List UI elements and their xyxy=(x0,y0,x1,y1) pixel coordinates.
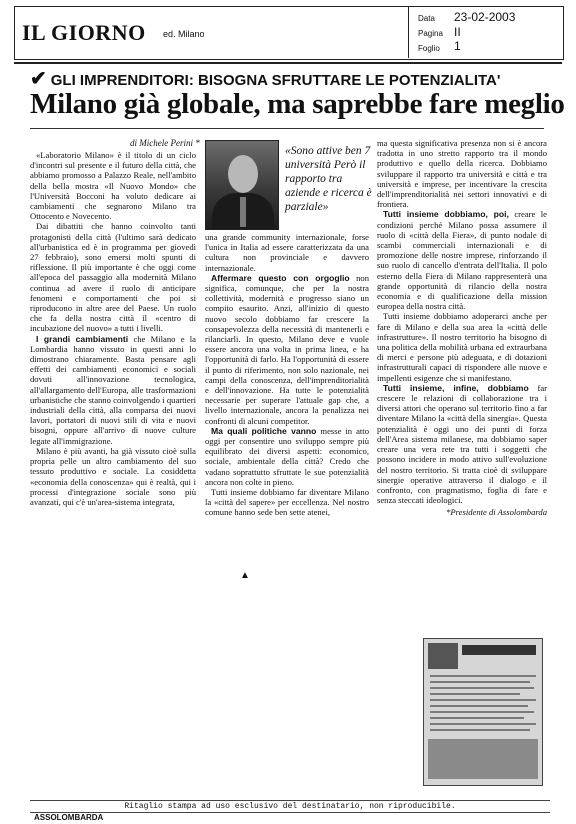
masthead-rule xyxy=(14,62,562,64)
paragraph-rest: far crescere le relazioni di collaborazione tra i diversi attori che operano sul territorio fino a far diventare Milano la «città della sinergia». Questa potenzialità è oggi uno dei punti di forza dell'Area sistema milanese, ma dobbiamo saper creare una vera rete tra tutti i soggetti che possono incidere in modo attivo sull'evoluzione del nostro territorio. Si tratta cioè di sviluppare sinergie operative attraverso il dialogo e il confronto, con pragmatismo, foglia di fare e senza steccati ideologici. xyxy=(377,382,547,506)
page-label: Pagina xyxy=(418,29,443,38)
page-thumbnail xyxy=(423,638,543,786)
article-column-2 xyxy=(205,232,369,518)
paragraph: Tutti insieme dobbiamo far diventare Milano la «città del sapere» per eccellenza. Nel nostro comune hanno sede ben sette atenei, xyxy=(205,487,369,518)
article-column-3 xyxy=(377,138,547,518)
date-value: 23-02-2003 xyxy=(454,10,516,24)
date-label: Data xyxy=(418,14,435,23)
article-headline: Milano già globale, ma saprebbe fare meglio xyxy=(30,88,565,120)
thumbnail-line xyxy=(430,699,536,701)
thumbnail-line xyxy=(430,705,528,707)
edition-label: ed. Milano xyxy=(163,29,205,39)
photo-face xyxy=(228,155,258,193)
thumbnail-line xyxy=(430,717,524,719)
paragraph: Milano è più avanti, ha già vissuto cioè sulla propria pelle un altro cambiamento del suo tessuto produttivo e sociale. La cosiddetta «economia della conoscenza» qui è realtà, qui i processi d'integrazione sociale sono più avanzati, qui c'è un'area-sistema integrata, xyxy=(30,445,196,507)
headline-rule xyxy=(30,128,544,129)
thumbnail-line xyxy=(430,693,520,695)
paragraph-rest: messe in atto oggi per consentire uno sviluppo sempre più equilibrato dei diversi aspetti: economico, sociale, ambientale della città? Credo che vadano soprattutto sfruttate le sue potenzialità ancora non colte in pieno. xyxy=(205,425,369,487)
thumbnail-photo xyxy=(428,643,458,669)
paragraph xyxy=(377,383,547,505)
thumbnail-line xyxy=(430,681,530,683)
masthead-divider xyxy=(408,6,409,58)
thumbnail-line xyxy=(430,729,530,731)
lead-in: Tutti insieme, infine, dobbiamo xyxy=(383,382,529,393)
sheet-label: Foglio xyxy=(418,44,440,53)
article-column-1 xyxy=(30,150,196,507)
thumbnail-line xyxy=(430,711,534,713)
lead-in: Tutti insieme dobbiamo, poi, xyxy=(383,209,509,220)
thumbnail-line xyxy=(430,723,536,725)
author-photo xyxy=(205,140,279,230)
newspaper-logo: IL GIORNO xyxy=(22,20,146,45)
clipping-notice: Ritaglio stampa ad uso esclusivo del destinatario, non riproducibile. xyxy=(30,800,550,813)
paragraph: «Laboratorio Milano» è il titolo di un ciclo d'incontri sul presente e il futuro della città, che abbiamo promosso a Palazzo Reale, nell'ambito della bella mostra «Il Nuovo Mondo» che l'Università Bocconi ha voluto dedicare ai cambiamenti che segnarono Milano tra Ottocento e Novecento. xyxy=(30,150,196,222)
paragraph: ma questa significativa presenza non si è ancora tradotta in uno stretto rapporto tra il mondo produttivo e quello della ricerca. Dobbiamo sviluppare il rapporto tra università e città e tra università e imprese, per incentivare la crescita dell'imprenditorialità nei settori innovativi e di frontiera. xyxy=(377,138,547,210)
lead-in: Affermare questo con orgoglio xyxy=(211,272,350,283)
thumbnail-line xyxy=(430,675,536,677)
paragraph xyxy=(377,209,547,311)
print-mark: ▲ xyxy=(240,570,250,581)
author-signature: *Presidente di Assolombarda xyxy=(446,507,547,518)
sheet-value: 1 xyxy=(454,39,461,53)
page-value: II xyxy=(454,25,461,39)
byline: di Michele Perini * xyxy=(130,138,200,148)
paragraph: Dai dibattiti che hanno coinvolto tanti protagonisti della città (l'ultimo sarà dedicato all'urbanistica ed è in programma per giovedì 27 febbraio), sono emersi molti spunti di riflessione. Il più importante è che oggi come all'epoca del passaggio alla modernità Milano continua ad avere il ruolo di anticipare fenomeni e comportamenti che poi si riproducono in altre aree del Paese. Un ruolo che fa della nostra città il «centro di incubazione del nuovo» a tutti i livelli. xyxy=(30,221,196,334)
paragraph xyxy=(30,334,196,446)
lead-in: I grandi cambiamenti xyxy=(36,333,129,344)
paragraph: una grande community internazionale, forse l'unica in Italia ad essere caratterizzata da una cultura non provinciale e davvero internazionale. xyxy=(205,232,369,273)
pull-quote: «Sono attive ben 7 università Però il rapporto tra aziende e ricerca è parziale» xyxy=(285,145,372,213)
paragraph xyxy=(205,426,369,487)
photo-tie xyxy=(240,197,246,227)
thumbnail-headline xyxy=(462,645,536,655)
thumbnail-line xyxy=(430,687,534,689)
kicker-text: GLI IMPRENDITORI: BISOGNA SFRUTTARE LE POTENZIALITA' xyxy=(50,72,501,89)
paragraph-rest: non significa, comunque, che per la nostra collettività, modernità e progresso siano un compito esaurito. Anzi, all'inizio di questo nuovo secolo dobbiamo far crescere la consapevolezza della necessità di mantenerli e rilanciarli. In questo, Milano deve e vuole essere ancora una volta in prima linea, e ha l'opportunità di farlo. Ha l'opportunità di essere il punto di riferimento, non solo nazionale, nei campi della conoscenza, dell'imprenditorialità e dell'innovazione. Ha tutte le potenzialità necessarie per superare l'attuale gap che, a livello internazionale, ancora la penalizza nei confronti di alcuni competitor. xyxy=(205,272,369,426)
paragraph-rest: creare le condizioni perché Milano possa assumere il ruolo di «città della Fiera», di punto nodale di scambi commerciali internazionali e di promozione delle nostre imprese, rinforzando il suo ruolo di cancello d'entrata dell'Italia. Il polo esterno della Fiera di Milano rappresenterà una grande opportunità di rilancio della nostra economia e di qualificazione della mission europea della nostra città. xyxy=(377,209,548,312)
lead-in: Ma quali politiche vanno xyxy=(211,425,317,436)
paragraph-rest: che Milano e la Lombardia hanno vissuto in questi anni lo dimostrano chiaramente. Basta pensare agli effetti dei cambiamenti economici e sociali dovuti all'innovazione tecnologica, all'allargamento dell'Europa, alle trasformazioni urbanistiche che stanno coinvolgendo i quartieri industriali della città, alla comparsa dei nuovi lavori, portatori di nuovi stili di vita e nuovi bisogni, oppure all'arrivo di nuove culture legate all'immigrazione. xyxy=(30,333,196,446)
paragraph xyxy=(205,273,369,426)
brand-label: ASSOLOMBARDA xyxy=(34,813,104,822)
paragraph: Tutti insieme dobbiamo adoperarci anche per fare di Milano e della sua area la «città delle infrastrutture». Il nostro territorio ha bisogno di una politica della mobilità urbana ed extraurbana di merci e persone più adeguata, e di dotazioni infrastrutturali capaci di rispondere alle nuove e impellenti esigenze che si manifestano. xyxy=(377,311,547,383)
checkmark-icon: ✔ xyxy=(30,68,47,90)
thumbnail-ad xyxy=(428,739,538,779)
